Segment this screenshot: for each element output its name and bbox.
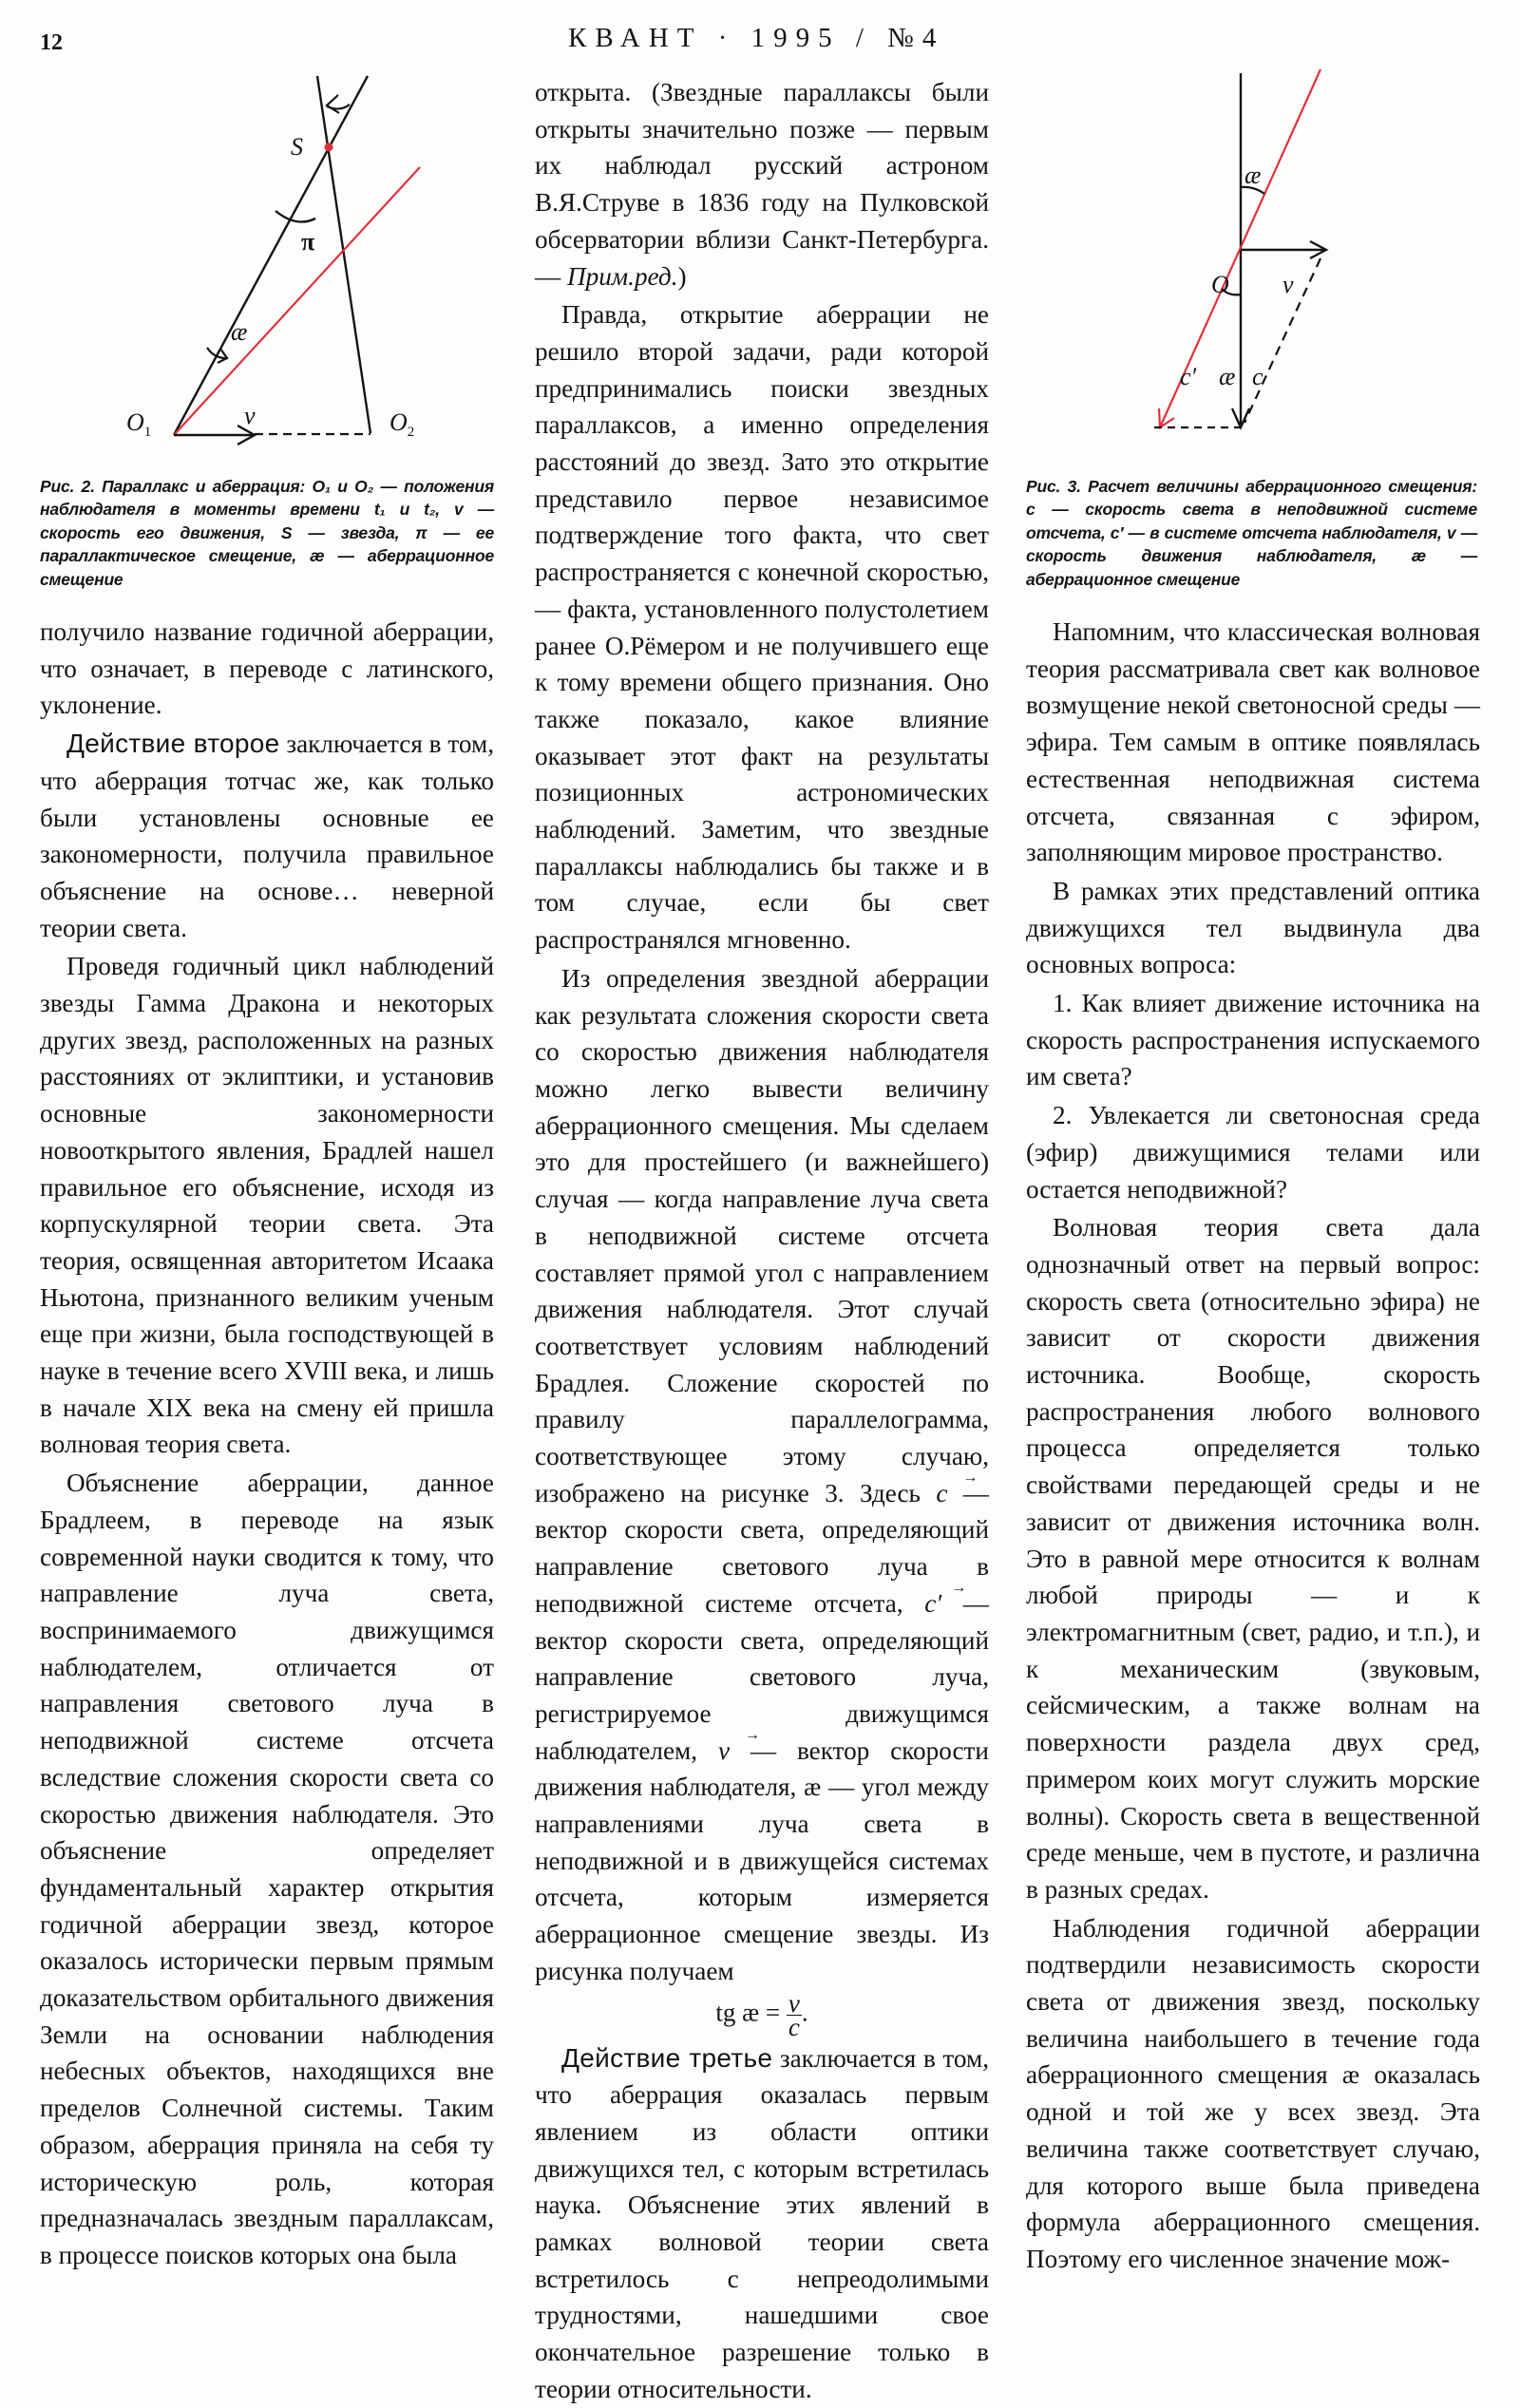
paragraph: Волновая теория света дала однозначный ответ на первый вопрос: скорость света (относительно эфира) не зависит от скорости движения источника. Вообще, скорость распространения любого волнового процесса определяется только свойствами передающей среды и не зависит от движения источника волн. Это в равной мере относится к волнам любой природы — и к электромагнитным (свет, радио, и т.п.), и к механическим (звуковым, сейсмическим, а также волнам на поверхности раздела двух сред, примером коих могут служить морские волны). Скорость света в вещественной среде меньше, чем в пустоте, и различна в разных средах. bbox=[1026, 1213, 1480, 1904]
label-o1: $O_1$ bbox=[126, 408, 152, 441]
label-pi: π bbox=[301, 228, 315, 256]
label-ae: æ bbox=[231, 318, 248, 346]
velocity-parallelogram-diagram bbox=[1140, 57, 1387, 456]
vector-v: → v bbox=[718, 1736, 730, 1765]
label-o: O bbox=[1211, 271, 1229, 298]
vector-c: → c bbox=[936, 1479, 947, 1507]
label-v: v bbox=[1282, 271, 1294, 298]
running-head: КВАНТ · 1995 / №4 bbox=[568, 23, 945, 53]
column-1 bbox=[40, 614, 494, 2274]
label-ae-top: æ bbox=[1244, 161, 1262, 189]
label-c-prime: c′ bbox=[1180, 363, 1197, 390]
formula-tan-ae: tg æ = $\frac{v}{c}$ . bbox=[715, 1988, 808, 2041]
paragraph: Из определения звездной аберрации как результата сложения скорости света со скоростью движения наблюдателя можно легко вывести величину аберрационного смещения. Мы сделаем это для простейшего (и важнейшего) случая — когда направление луча света в неподвижной системе отсчета составляет прямой угол с направлением движения наблюдателя. Этот случай соответствует условиям наблюдений Брадлея. Сложение скоростей по правилу параллелограмма, соответствующее этому случаю, изображено на рисунке 3. Здесь → c — вектор скорости света, определяющий направление светового луча в неподвижной системе отсчета, → c′ — вектор скорости света, определяющий направление светового луча, регистрируемое движущимся наблюдателем, → v — вектор скорости движения наблюдателя, æ — угол между направлениями луча света в неподвижной и в движущейся системах отсчета, которым измеряется аберрационное смещение звезды. Из рисунка получаем bbox=[535, 960, 989, 1990]
page-number: 12 bbox=[40, 30, 63, 55]
parallax-aberration-diagram bbox=[104, 57, 446, 456]
paragraph: Действие второе заключается в том, что аберрация тотчас же, как только были установлены основные ее закономерности, получила правильное объяснение на основе… неверной теории света. bbox=[40, 729, 494, 942]
paragraph: Проведя годичный цикл наблюдений звезды Гамма Дракона и некоторых других звезд, расположенных на разных расстояниях от эклиптики, и установив основные закономерности новооткрытого явления, Брадлей нашел правильное его объяснение, исходя из корпускулярной теории света. Эта теория, освященная авторитетом Исаака Ньютона, признанного великим ученым еще при жизни, была господствующей в науке в течение всего XVIII века, и лишь в начале XIX века на смену ей пришла волновая теория света. bbox=[40, 952, 494, 1459]
paragraph: В рамках этих представлений оптика движущихся тел выдвинула два основных вопроса: bbox=[1026, 876, 1480, 979]
editor-note: Прим.ред. bbox=[566, 261, 678, 291]
paragraph: Действие третье заключается в том, что аберрация оказалась первым явлением из области оптики движущихся тел, с которым встретилась наука. Объяснение этих явлений в рамках волновой теории света встретилось с непреодолимыми трудностями, нашедшими свое окончательное разрешение только в теории относительности. bbox=[535, 2042, 990, 2403]
question-1: 1. Как влияет движение источника на скорость распространения испускаемого им света? bbox=[1026, 989, 1480, 1091]
section-lead-in: Действие второе bbox=[66, 729, 280, 759]
fraction: $\frac{v}{c}$ bbox=[788, 1988, 800, 2041]
figure-2-caption: Рис. 2. Параллакс и аберрация: O₁ и O₂ — положения наблюдателя в моменты времени t₁ и t₂, v — скорость его движения, S — звезда, π — ее параллактическое смещение, æ — аберрационное смещение bbox=[40, 477, 494, 589]
paragraph: Объяснение аберрации, данное Брадлеем, в переводе на язык современной науки сводится к тому, что направление луча света, воспринимаемого движущимся наблюдателем, отличается от направления светового луча в неподвижной системе отсчета вследствие сложения скорости света со скоростью движения наблюдателя. Это объяснение определяет фундаментальный характер открытия годичной аберрации звезд, которое оказалось исторически первым прямым доказательством орбитального движения Земли на основании наблюдения небесных объектов, находящихся вне пределов Солнечной системы. Таким образом, аберрация приняла на себя ту историческую роль, которая предназначалась звездным параллаксам, в процессе поисков которых она была bbox=[40, 1469, 494, 2269]
label-c: c bbox=[1252, 363, 1264, 390]
question-2: 2. Увлекается ли светоносная среда (эфир) движущимися телами или остается неподвижной? bbox=[1026, 1101, 1480, 1204]
paragraph: открыта. (Звездные параллаксы были открыты значительно позже — первым их наблюдал русский астроном В.Я.Струве в 1836 году на Пулковской обсерватории вблизи Санкт-Петербурга. — Прим.ред.) bbox=[535, 78, 989, 291]
label-v: v bbox=[244, 402, 256, 429]
label-o2: $O_2$ bbox=[390, 408, 415, 441]
figure-3-aberration-diagram bbox=[1140, 57, 1387, 456]
column-2 bbox=[535, 74, 989, 2408]
paragraph: Наблюдения годичной аберрации подтвердили независимость скорости света от движения звезд, поскольку величина наибольшего в течение года аберрационного смещения æ оказалась одной и той же у всех звезд. Эта величина также соответствует случаю, для которого выше была приведена формула аберрационного смещения. Поэтому его численное значение мож- bbox=[1026, 1913, 1480, 2273]
figure-3-caption: Рис. 3. Расчет величины аберрационного смещения: c — скорость света в неподвижной системе отсчета, c′ — в системе отсчета наблюдателя, v — скорость движения наблюдателя, æ — аберрационное смещение bbox=[1026, 477, 1477, 589]
figure-2-parallax-diagram bbox=[104, 57, 446, 456]
label-ae-bottom: æ bbox=[1219, 363, 1236, 390]
column-3 bbox=[1026, 614, 1480, 2278]
paragraph: Напомним, что классическая волновая теория рассматривала свет как волновое возмущение некой светоносной среды — эфира. Тем самым в оптике появлялась естественная неподвижная система отсчета, связанная с эфиром, заполняющим мировое пространство. bbox=[1026, 617, 1480, 867]
vector-c-prime: → c′ bbox=[924, 1589, 941, 1618]
paragraph: Правда, открытие аберрации не решило второй задачи, ради которой предпринимались поиски звездных параллаксов, а именно определения расстояний до звезд. Зато это открытие представило первое независимое подтверждение того факта, что свет распространяется с конечной скоростью, — факта, установленного полустолетием ранее О.Рёмером и не получившего еще к тому времени общего признания. Оно также показало, какое влияние оказывает этот факт на результаты позиционных астрономических наблюдений. Заметим, что звездные параллаксы наблюдались бы также и в том случае, если бы свет распространялся мгновенно. bbox=[535, 300, 989, 955]
paragraph: получило название годичной аберрации, что означает, в переводе с латинского, уклонение. bbox=[40, 617, 494, 720]
section-lead-in: Действие третье bbox=[561, 2042, 773, 2073]
label-s: S bbox=[291, 133, 303, 161]
